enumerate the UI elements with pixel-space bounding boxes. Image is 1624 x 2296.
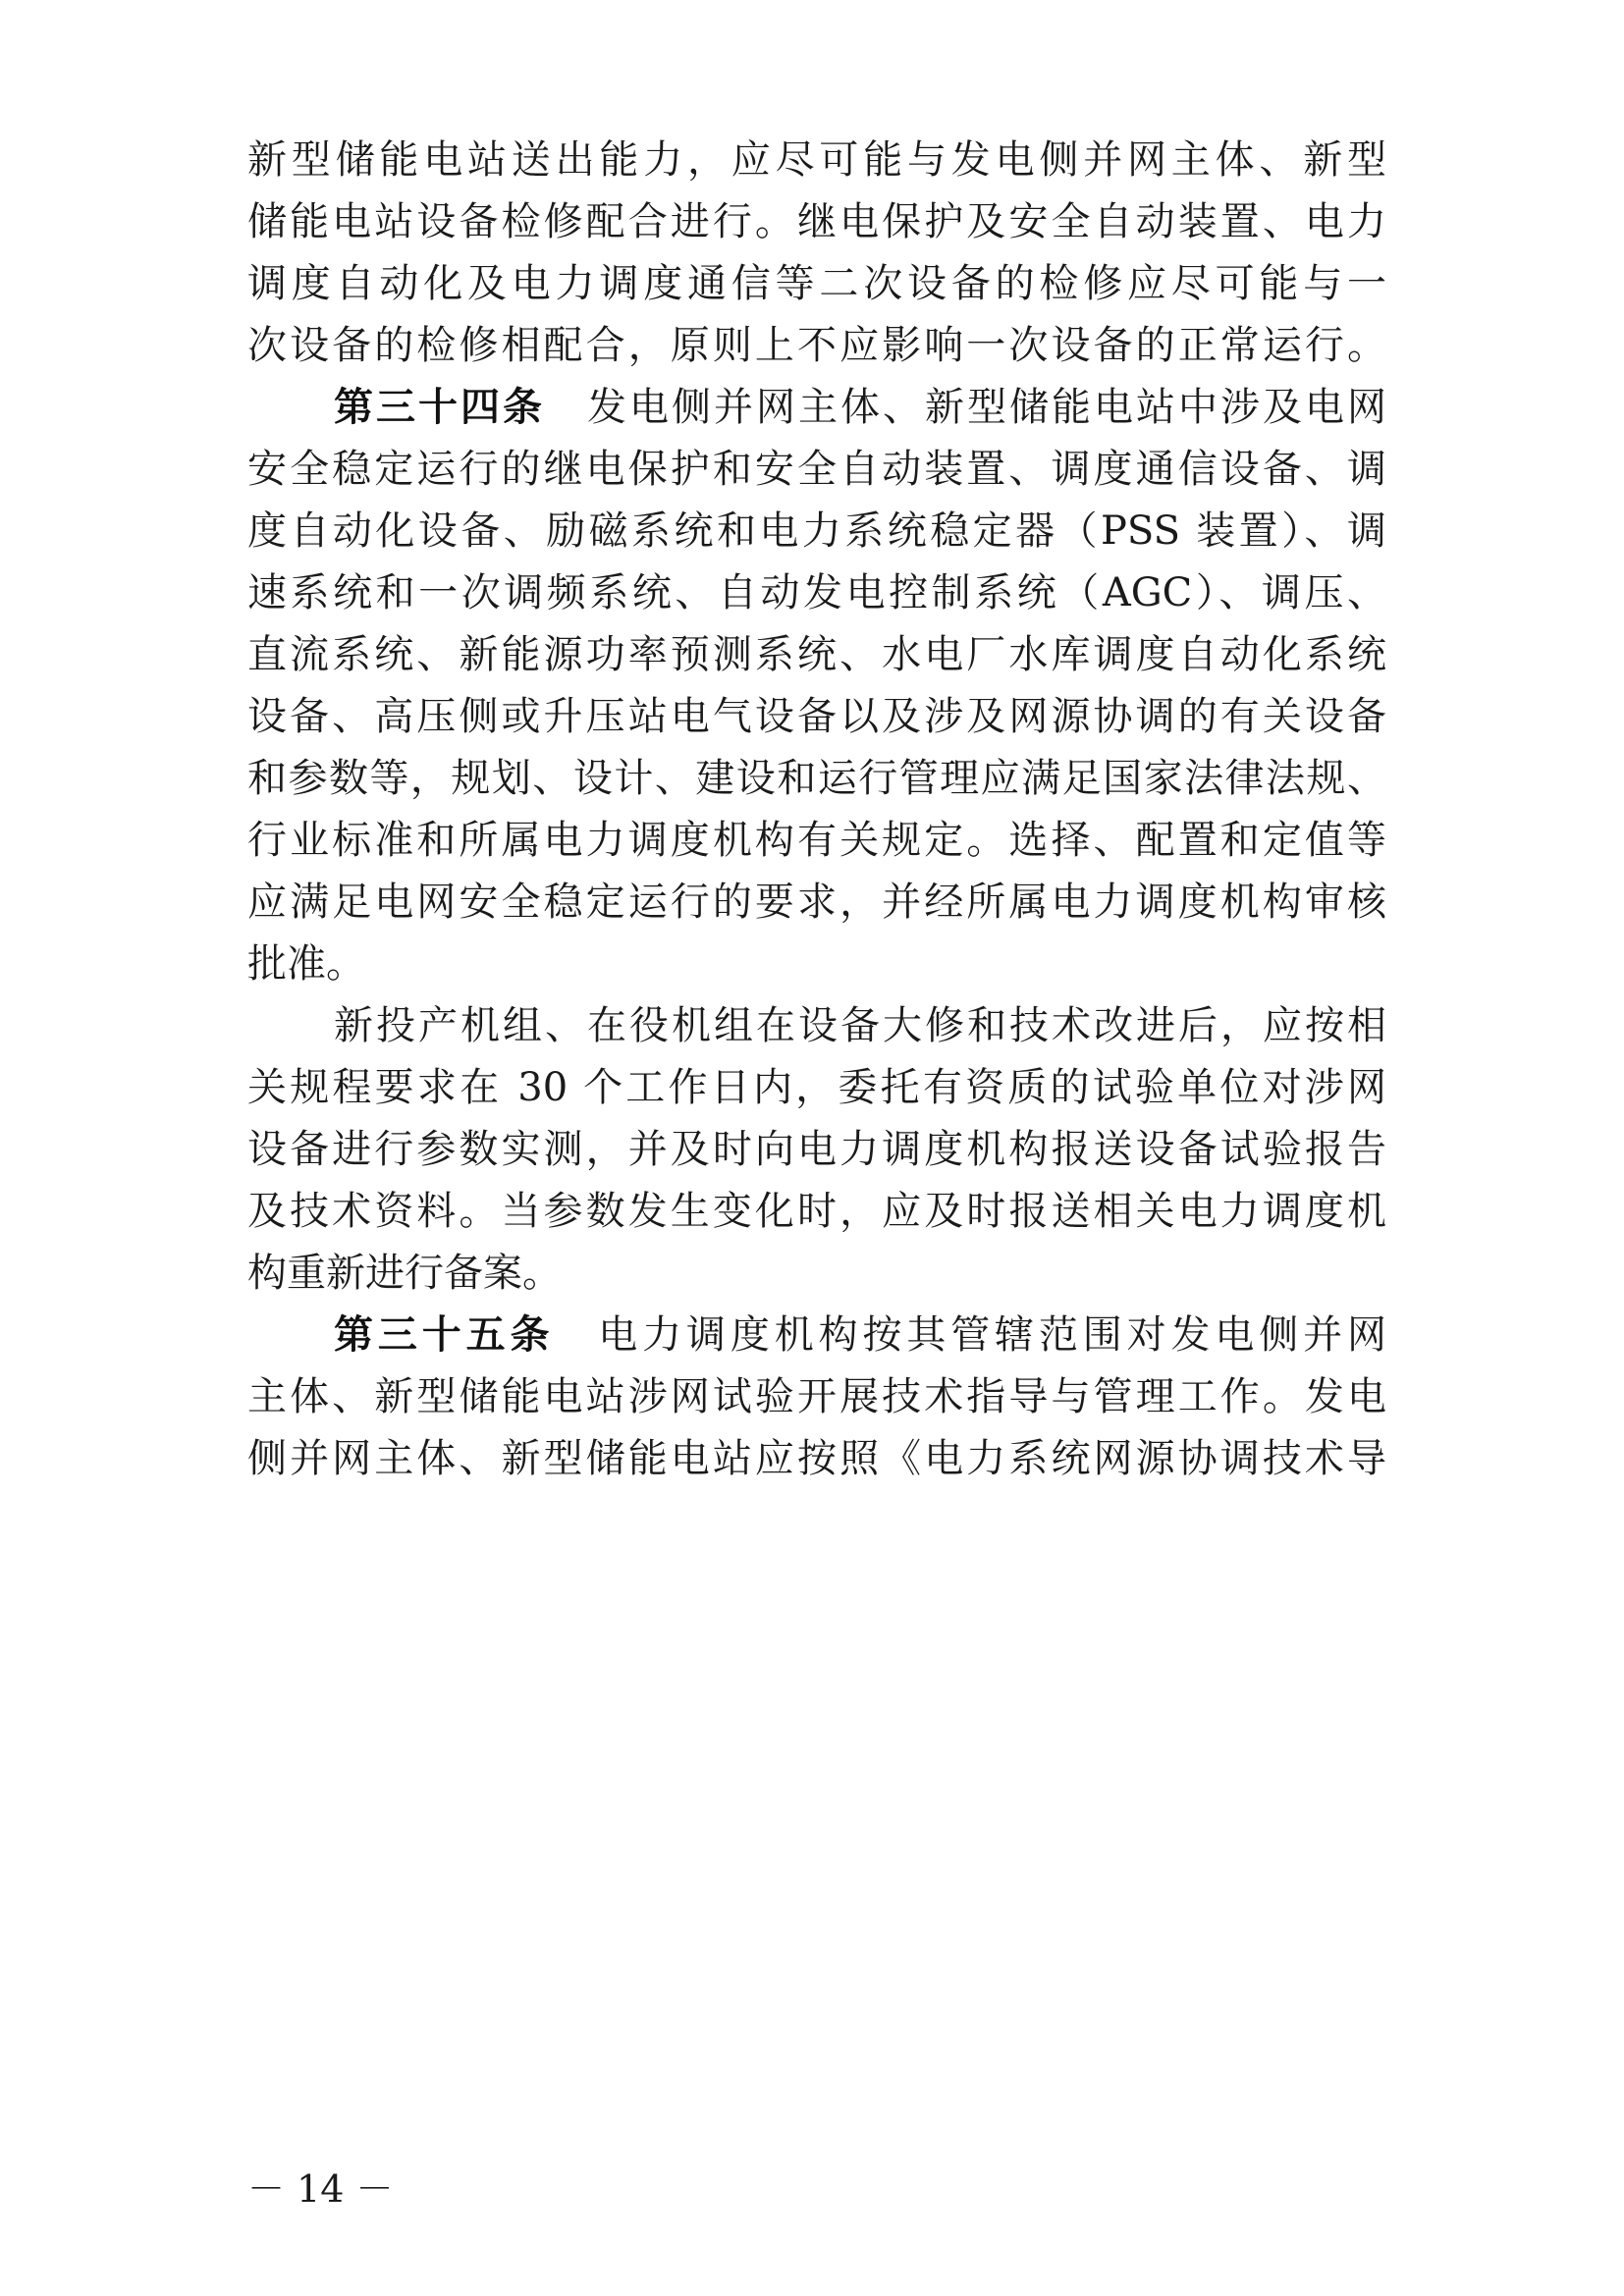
text-line-21: 主体、新型储能电站涉网试验开展技术指导与管理工作。发电 [247,1374,1386,1419]
text-line-18: 及技术资料。当参数发生变化时，应及时报送相关电力调度机 [247,1189,1386,1234]
text-line-10: 设备、高压侧或升压站电气设备以及涉及网源协调的有关设备 [247,694,1386,739]
text-line-17: 设备进行参数实测，并及时向电力调度机构报送设备试验报告 [247,1127,1386,1172]
text-line-13: 应满足电网安全稳定运行的要求，并经所属电力调度机构审核 [247,880,1386,925]
text-line-8: 速系统和一次调频系统、自动发电控制系统（AGC）、调压、 [247,570,1386,615]
text-line-14: 批准。 [247,941,365,987]
text-line-9: 直流系统、新能源功率预测系统、水电厂水库调度自动化系统 [247,632,1386,677]
text-line-15: 新投产机组、在役机组在设备大修和技术改进后，应按相 [334,1003,1386,1048]
text-line-16: 关规程要求在 30 个工作日内，委托有资质的试验单位对涉网 [247,1065,1386,1110]
text-line-1: 新型储能电站送出能力，应尽可能与发电侧并网主体、新型 [247,137,1386,183]
text-line-19: 构重新进行备案。 [247,1251,562,1296]
article-34-text: 发电侧并网主体、新型储能电站中涉及电网 [587,385,1386,430]
text-line-11: 和参数等，规划、设计、建设和运行管理应满足国家法律法规、 [247,756,1386,801]
page-number: － 14 － [247,2167,394,2211]
text-line-3: 调度自动化及电力调度通信等二次设备的检修应尽可能与一 [247,261,1386,306]
article-34-first-line [334,376,1386,439]
text-line-2: 储能电站设备检修配合进行。继电保护及安全自动装置、电力 [247,199,1386,244]
text-line-12: 行业标准和所属电力调度机构有关规定。选择、配置和定值等 [247,818,1386,863]
text-line-7: 度自动化设备、励磁系统和电力系统稳定器（PSS 装置）、调 [247,508,1386,554]
article-35-first-line [334,1304,1386,1366]
text-line-4: 次设备的检修相配合，原则上不应影响一次设备的正常运行。 [247,323,1386,368]
article-35-text: 电力调度机构按其管辖范围对发电侧并网 [598,1312,1387,1358]
article-35-heading: 第三十五条 [334,1312,555,1358]
text-line-22: 侧并网主体、新型储能电站应按照《电力系统网源协调技术导 [247,1436,1386,1481]
article-34-heading: 第三十四条 [334,385,545,430]
text-line-6: 安全稳定运行的继电保护和安全自动装置、调度通信设备、调 [247,447,1386,492]
